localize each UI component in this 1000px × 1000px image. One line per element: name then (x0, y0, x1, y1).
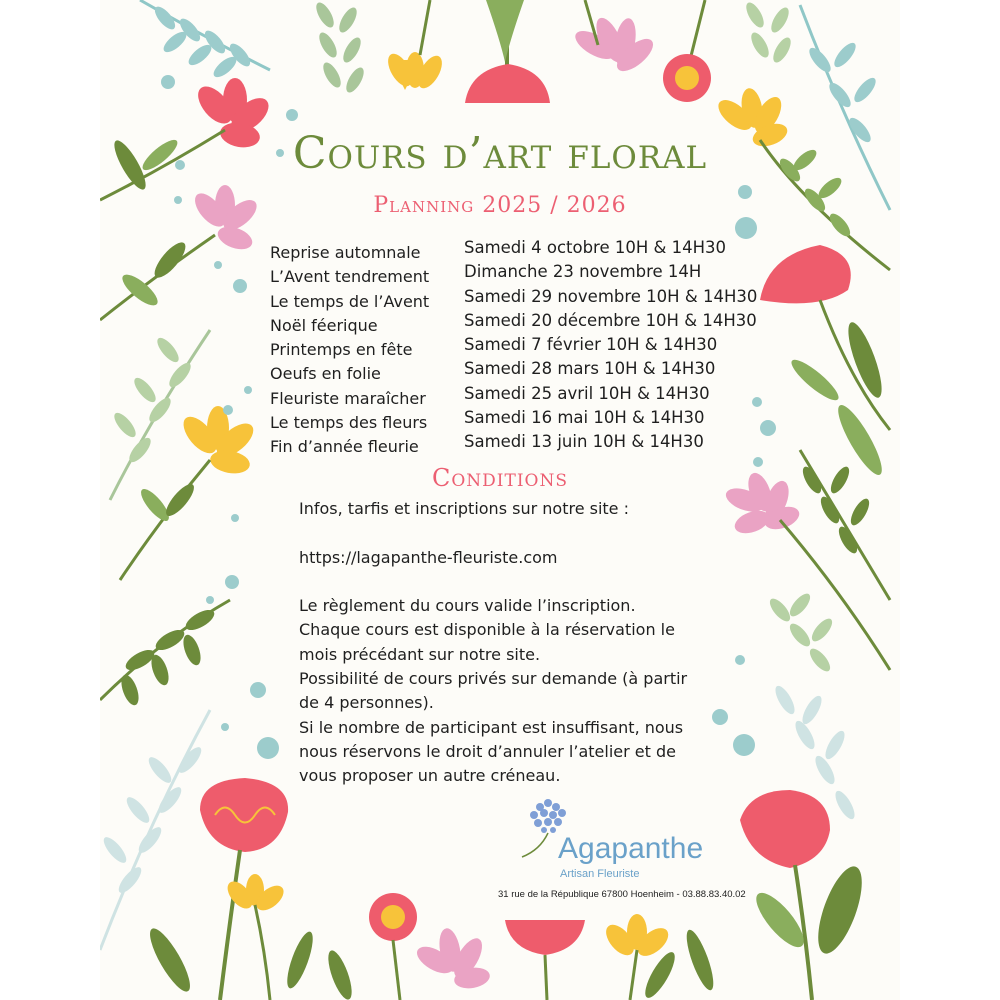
conditions-heading: Conditions (431, 464, 569, 492)
course-name: Reprise automnale (270, 243, 421, 262)
condition-line: Chaque cours est disponible à la réservation le (299, 620, 675, 640)
conditions-text (299, 497, 719, 789)
condition-line: de 4 personnes). (299, 693, 434, 713)
course-date: Dimanche 23 novembre 14H (464, 262, 702, 282)
yellow-flower-icon (383, 50, 447, 92)
course-name: Le temps de l’Avent (270, 291, 430, 311)
course-date: Samedi 7 février 10H & 14H30 (464, 335, 718, 355)
condition-line: Le règlement du cours valide l’inscription. (299, 596, 636, 616)
conditions-intro: Infos, tarfis et inscriptions sur notre site : (299, 499, 629, 518)
course-name: Fin d’année fleurie (270, 437, 419, 457)
logo-name: Agapanthe (558, 832, 704, 865)
course-name: Printemps en fête (270, 340, 413, 360)
course-date: Samedi 16 mai 10H & 14H30 (464, 408, 705, 428)
website-link[interactable]: https://lagapanthe-fleuriste.com (299, 547, 558, 567)
address-line: 31 rue de la République 67800 Hoenheim - 03.88.83.40.02 (498, 889, 746, 900)
course-name: Fleuriste maraîcher (270, 388, 426, 408)
course-name: Le temps des fleurs (270, 413, 428, 433)
course-date: Samedi 29 novembre 10H & 14H30 (464, 286, 758, 306)
page-subtitle: Planning 2025 / 2026 (373, 193, 627, 218)
course-date: Samedi 4 octobre 10H & 14H30 (464, 238, 727, 257)
course-date: Samedi 25 avril 10H & 14H30 (464, 383, 710, 403)
condition-line: nous réservons le droit d’annuler l’atelier et de (299, 741, 676, 761)
course-name: Noël féerique (270, 315, 378, 335)
course-name: L’Avent tendrement (270, 267, 430, 287)
condition-line: Si le nombre de participant est insuffisant, nous (299, 717, 684, 737)
course-date: Samedi 20 décembre 10H & 14H30 (464, 310, 757, 330)
course-name: Oeufs en folie (270, 364, 381, 384)
logo-tagline: Artisan Fleuriste (560, 868, 640, 880)
red-flower-icon (465, 64, 550, 103)
page-title: Cours d’art floral (292, 128, 708, 179)
condition-line: vous proposer un autre créneau. (299, 766, 561, 786)
condition-line: mois précédant sur notre site. (299, 644, 541, 664)
pink-flower-icon (571, 14, 658, 77)
course-date: Samedi 28 mars 10H & 14H30 (464, 359, 716, 379)
condition-line: Possibilité de cours privés sur demande (à partir (299, 669, 688, 689)
course-date: Samedi 13 juin 10H & 14H30 (464, 432, 704, 452)
poster (100, 0, 900, 1000)
